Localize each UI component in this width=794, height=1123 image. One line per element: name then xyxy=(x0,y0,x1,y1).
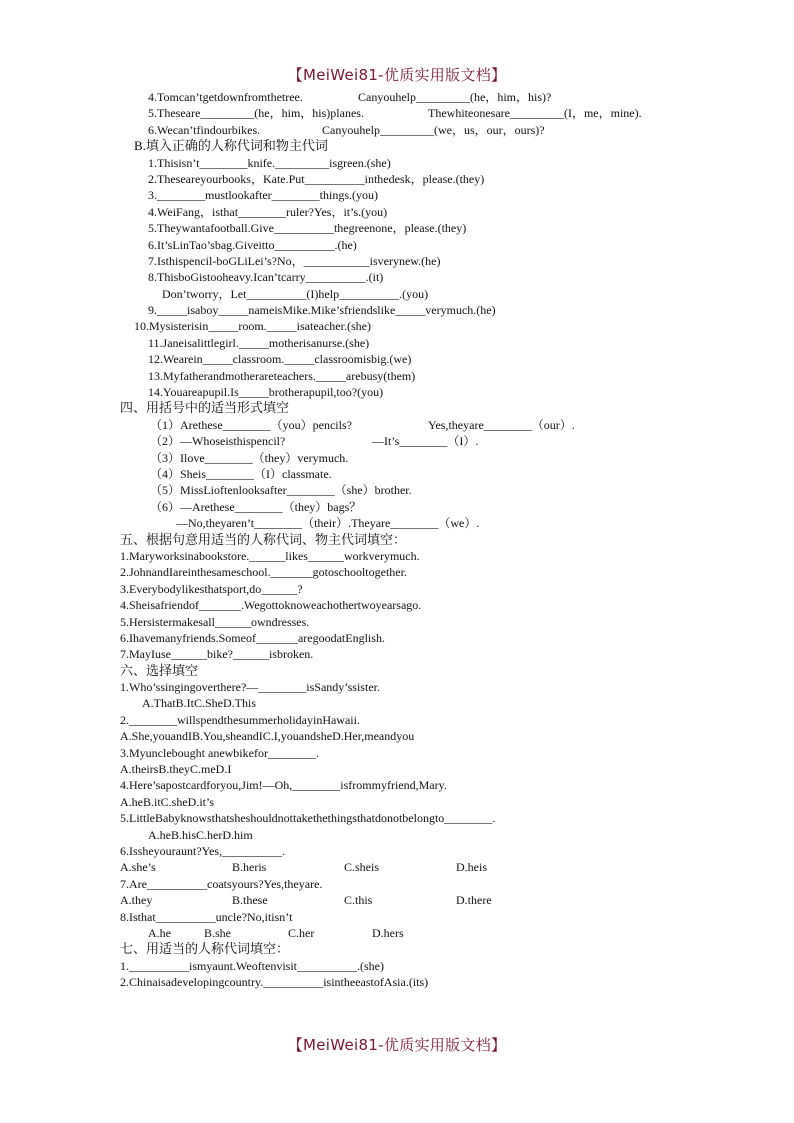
exercise-line xyxy=(0,204,794,220)
section-heading xyxy=(0,138,794,154)
exercise-line xyxy=(0,548,794,564)
line-text: 11.Janeisalittlegirl._____motherisanurse.(she) xyxy=(148,335,370,350)
exercise-line xyxy=(0,564,794,580)
line-text: 2.Theseareyourbooks，Kate.Put__________inthedesk，please.(they) xyxy=(148,171,485,186)
line-text: 7.MayIuse______bike?______isbroken. xyxy=(120,647,314,662)
line-text: 3.Myunclebought anewbikefor________. xyxy=(120,745,319,760)
exercise-line xyxy=(0,155,794,171)
exercise-line xyxy=(0,712,794,728)
line-text: （1）Arethese________（you）pencils? xyxy=(150,417,352,432)
exercise-line xyxy=(0,777,794,793)
line-text: D.hers xyxy=(372,925,404,940)
line-text: B.heris xyxy=(232,860,267,875)
exercise-line xyxy=(0,417,794,433)
line-text: 9._____isaboy_____nameisMike.Mike’sfriendslike_____verymuch.(he) xyxy=(148,303,496,318)
line-text: 1.Maryworksinabookstore.______likes______workverymuch. xyxy=(120,548,420,563)
section-heading xyxy=(0,532,794,548)
exercise-line xyxy=(0,630,794,646)
exercise-line xyxy=(0,745,794,761)
exercise-line xyxy=(0,187,794,203)
line-text: 10.Mysisterisin_____room._____isateacher.(she) xyxy=(134,319,371,334)
line-text: 4.Sheisafriendof_______.Wegottoknoweachothertwoyearsago. xyxy=(120,598,422,613)
line-text: 14.Youareapupil.Is_____brotherapupil,too?(you) xyxy=(148,385,384,400)
exercise-line xyxy=(0,171,794,187)
exercise-line xyxy=(0,302,794,318)
page-header: 【MeiWei81-优质实用版文档】 xyxy=(287,66,507,84)
line-text: 3.Everybodylikesthatsport,do______? xyxy=(120,581,303,596)
line-text: （4）Sheis________（I）classmate. xyxy=(150,466,332,481)
line-text: 5.Hersistermakesall______owndresses. xyxy=(120,614,310,629)
line-text: D.heis xyxy=(456,860,487,875)
line-text: Canyouhelp_________(he，him，his)? xyxy=(358,90,552,104)
exercise-line xyxy=(0,909,794,925)
line-text: 3.________mustlookafter________things.(you) xyxy=(148,188,378,203)
exercise-line xyxy=(0,859,794,875)
line-text: 4.Here’sapostcardforyou,Jim!—Oh,________isfrommyfriend,Mary. xyxy=(120,778,447,793)
line-text: 1.__________ismyaunt.Weoftenvisit__________.(she) xyxy=(120,958,385,973)
line-text: （5）MissLioftenlooksafter________（she）brother. xyxy=(150,483,412,498)
exercise-line xyxy=(0,89,794,105)
line-text: A.ThatB.ItC.SheD.This xyxy=(142,696,256,711)
line-text: 7.Isthispencil-boGLiLei’s?No，___________isverynew.(he) xyxy=(148,253,441,268)
exercise-line xyxy=(0,269,794,285)
line-text: 6.Issheyouraunt?Yes,__________. xyxy=(120,843,286,858)
line-text: 8.ThisboGistooheavy.Ican’tcarry__________.(it) xyxy=(148,270,384,285)
exercise-line xyxy=(0,974,794,990)
line-text: C.her xyxy=(288,925,315,940)
exercise-line xyxy=(0,761,794,777)
exercise-body xyxy=(0,89,794,990)
exercise-line xyxy=(0,794,794,810)
exercise-line xyxy=(0,679,794,695)
line-text: C.sheis xyxy=(344,860,380,875)
exercise-line xyxy=(0,253,794,269)
line-text: 4.WeiFang，isthat________ruler?Yes，it’s.(you) xyxy=(148,204,388,219)
line-text: 6.Ihavemanyfriends.Someof_______aregoodatEnglish. xyxy=(120,630,385,645)
line-text: A.She,youandIB.You,sheandIC.I,youandsheD.Her,meandyou xyxy=(120,729,415,744)
line-text: B.she xyxy=(204,925,231,940)
line-text: B.these xyxy=(232,893,268,908)
exercise-line xyxy=(0,482,794,498)
exercise-line xyxy=(0,515,794,531)
line-text: Canyouhelp_________(we，us，our，ours)? xyxy=(322,122,545,137)
exercise-line xyxy=(0,105,794,121)
line-text: （2）—Whoseisthispencil? xyxy=(150,434,286,449)
exercise-line xyxy=(0,614,794,630)
line-text: 5.Theywantafootball.Give__________thegreenone，please.(they) xyxy=(148,221,467,236)
exercise-line xyxy=(0,122,794,138)
section-heading xyxy=(0,941,794,957)
section-heading xyxy=(0,663,794,679)
exercise-line xyxy=(0,958,794,974)
line-text: Don’tworry，Let__________(I)help__________.(you) xyxy=(162,286,429,301)
exercise-line xyxy=(0,581,794,597)
line-text: 六、选择填空 xyxy=(120,662,199,678)
line-text: 2.JohnandIareinthesameschool._______gotoschooltogether. xyxy=(120,565,407,580)
section-heading xyxy=(0,400,794,416)
line-text: 13.Myfatherandmotherareteachers._____arebusy(them) xyxy=(148,368,416,383)
line-text: 2.Chinaisadevelopingcountry.__________isintheeastofAsia.(its) xyxy=(120,975,429,990)
line-text: 四、用括号中的适当形式填空 xyxy=(120,400,290,416)
line-text: A.theirsB.theyC.meD.I xyxy=(120,762,232,777)
line-text: （6）—Arethese________（they）bags？ xyxy=(150,499,362,514)
exercise-line xyxy=(0,876,794,892)
line-text: 12.Wearein_____classroom._____classroomisbig.(we) xyxy=(148,352,412,367)
line-text: —No,theyaren’t________（their）.Theyare________（we）. xyxy=(176,516,480,531)
line-text: Thewhiteonesare_________(I，me，mine). xyxy=(428,106,642,121)
exercise-line xyxy=(0,237,794,253)
line-text: 1.Who’ssingingoverthere?—________isSandy’ssister. xyxy=(120,680,380,695)
line-text: 五、根据句意用适当的人称代词、物主代词填空： xyxy=(120,531,407,547)
line-text: 5.Theseare_________(he，him，his)planes. xyxy=(148,106,364,121)
exercise-line xyxy=(0,695,794,711)
line-text: 7.Are__________coatsyours?Yes,theyare. xyxy=(120,876,323,891)
line-text: A.she’s xyxy=(120,860,156,875)
line-text: B.填入正确的人称代词和物主代词 xyxy=(134,138,328,154)
exercise-line xyxy=(0,843,794,859)
line-text: 6.It’sLinTao’sbag.Giveitto__________.(he) xyxy=(148,237,357,252)
exercise-line xyxy=(0,450,794,466)
exercise-line xyxy=(0,810,794,826)
exercise-line xyxy=(0,466,794,482)
exercise-line xyxy=(0,892,794,908)
line-text: —It’s________（I）. xyxy=(372,434,479,449)
line-text: A.they xyxy=(120,893,153,908)
exercise-line xyxy=(0,728,794,744)
line-text: 4.Tomcan’tgetdownfromthetree. xyxy=(148,90,303,104)
exercise-line xyxy=(0,368,794,384)
exercise-line xyxy=(0,335,794,351)
exercise-line xyxy=(0,220,794,236)
line-text: Yes,theyare________（our）. xyxy=(428,417,575,432)
line-text: 8.Isthat__________uncle?No,itisn’t xyxy=(120,909,293,924)
line-text: 七、用适当的人称代词填空： xyxy=(120,941,290,957)
exercise-line xyxy=(0,925,794,941)
line-text: 5.LittleBabyknowsthatsheshouldnottakethethingsthatdonotbelongto________. xyxy=(120,811,496,826)
page-footer: 【MeiWei81-优质实用版文档】 xyxy=(287,1036,507,1054)
exercise-line xyxy=(0,351,794,367)
exercise-line xyxy=(0,827,794,843)
line-text: A.heB.hisC.herD.him xyxy=(148,827,253,842)
line-text: 2.________willspendthesummerholidayinHawaii. xyxy=(120,712,360,727)
line-text: 6.Wecan’tfindourbikes. xyxy=(148,122,261,137)
line-text: A.he xyxy=(148,925,171,940)
exercise-line xyxy=(0,433,794,449)
line-text: A.heB.itC.sheD.it’s xyxy=(120,794,215,809)
exercise-line xyxy=(0,646,794,662)
line-text: （3）Ilove________（they）verymuch. xyxy=(150,450,349,465)
exercise-line xyxy=(0,597,794,613)
line-text: D.there xyxy=(456,893,492,908)
exercise-line xyxy=(0,384,794,400)
line-text: C.this xyxy=(344,893,373,908)
exercise-line xyxy=(0,286,794,302)
exercise-line xyxy=(0,499,794,515)
exercise-line xyxy=(0,318,794,334)
line-text: 1.Thisisn’t________knife._________isgreen.(she) xyxy=(148,155,391,170)
